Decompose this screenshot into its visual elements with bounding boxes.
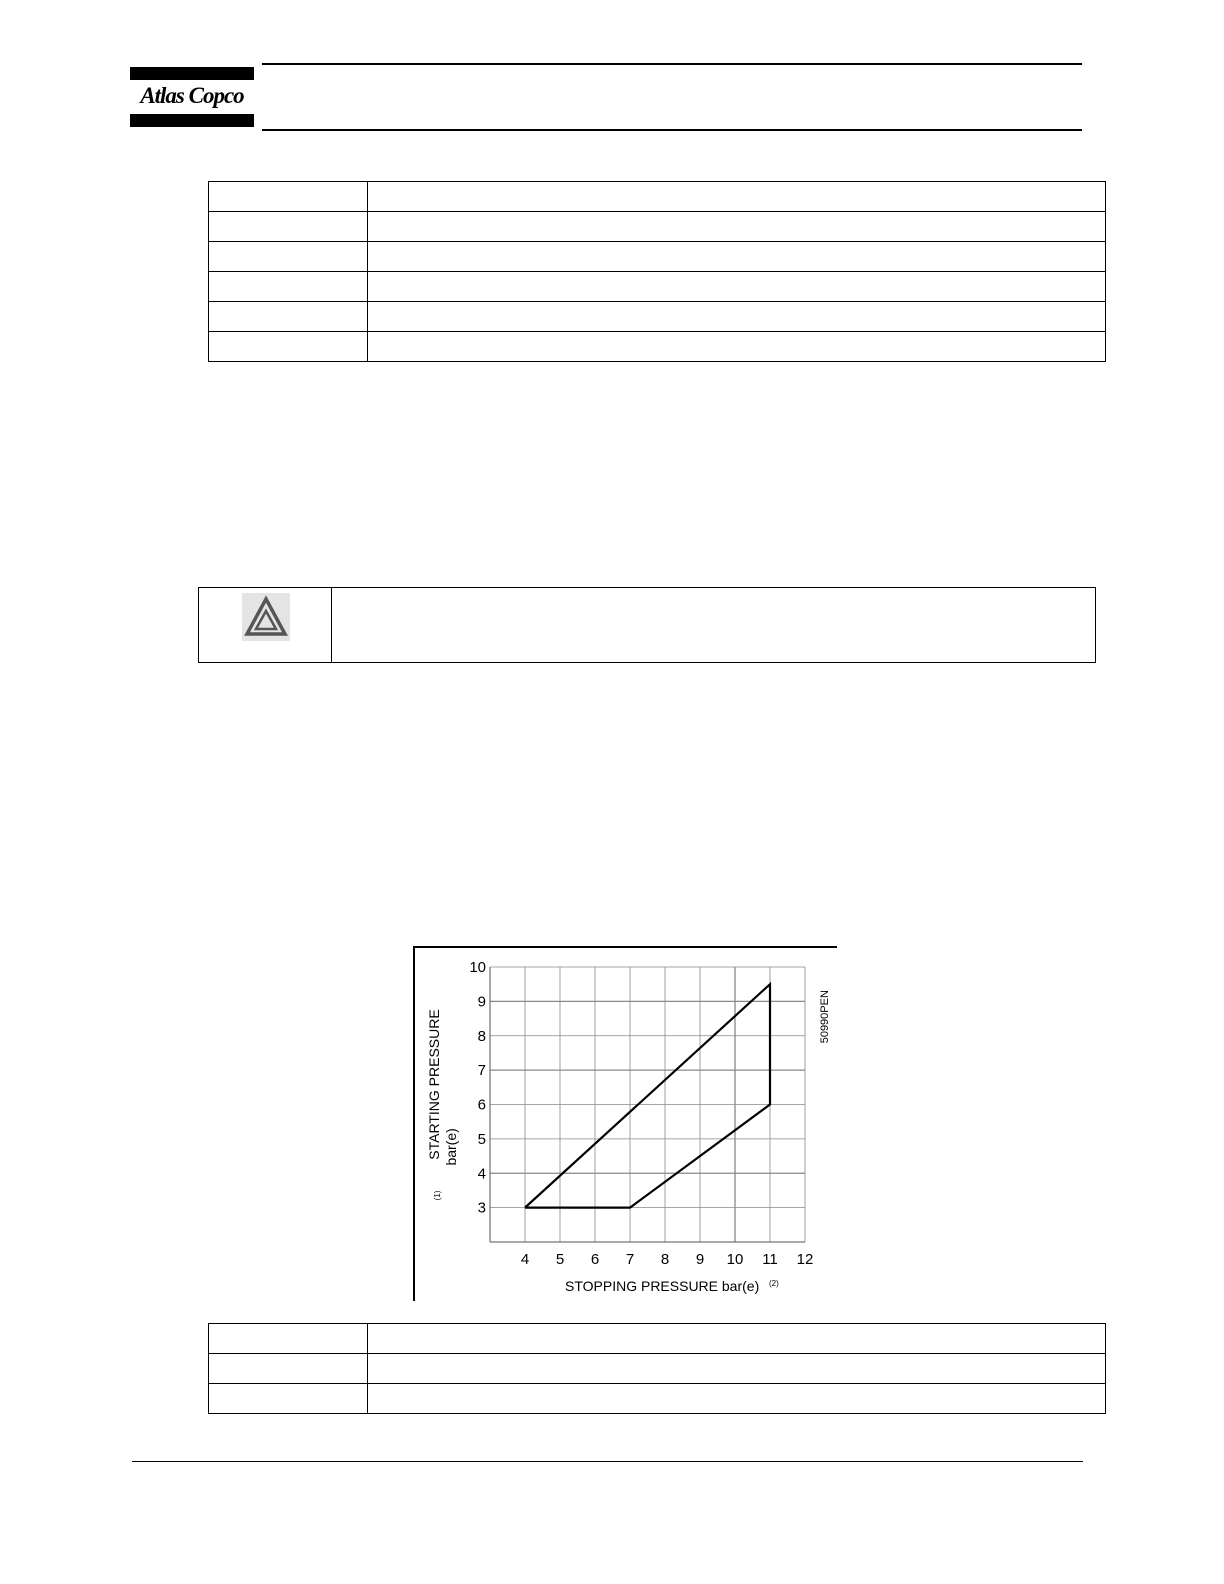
table-cell (368, 212, 1106, 242)
x-tick-label: 9 (695, 1251, 705, 1268)
table-cell (368, 1354, 1106, 1384)
table-cell (209, 212, 368, 242)
table-row (209, 332, 1106, 362)
table-cell (368, 242, 1106, 272)
y-axis-label: STARTING PRESSURE (426, 1009, 442, 1160)
x-tick-label: 5 (555, 1251, 565, 1268)
y-tick-label: 3 (477, 1199, 486, 1217)
warning-text (332, 588, 1095, 662)
table-row (209, 1354, 1106, 1384)
table-cell (209, 272, 368, 302)
y-tick-label: 6 (477, 1096, 486, 1114)
table-cell (209, 182, 368, 212)
logo-text: Atlas Copco (140, 83, 244, 108)
y-tick-label: 7 (477, 1062, 486, 1080)
x-axis-label-ref: (2) (769, 1279, 779, 1288)
y-axis-label-ref: (1) (433, 1190, 442, 1201)
x-tick-label: 4 (520, 1251, 530, 1268)
table-row (209, 212, 1106, 242)
header-rule-bottom (262, 129, 1082, 131)
table-cell (209, 332, 368, 362)
y-axis-label-unit: bar(e) (443, 1128, 459, 1166)
table-cell (209, 1324, 368, 1354)
warning-box (198, 587, 1096, 663)
table-cell (368, 272, 1106, 302)
table-row (209, 1324, 1106, 1354)
header-rule-top (262, 63, 1082, 65)
series-line (525, 984, 770, 1207)
table-row (209, 1384, 1106, 1414)
atlas-copco-logo (130, 67, 254, 127)
chart-svg (413, 946, 839, 1302)
table-cell (209, 242, 368, 272)
y-tick-label: 5 (477, 1130, 486, 1148)
y-tick-label: 8 (477, 1027, 486, 1045)
y-tick-label: 9 (477, 993, 486, 1011)
x-tick-label: 8 (660, 1251, 670, 1268)
figure-id: 50990PEN (819, 990, 831, 1044)
top-table (208, 181, 1106, 362)
table-row (209, 272, 1106, 302)
pressure-chart (413, 946, 839, 1302)
y-tick-label: 10 (469, 959, 486, 976)
footer-rule (132, 1461, 1083, 1462)
table-cell (209, 1354, 368, 1384)
table-cell (368, 1324, 1106, 1354)
warning-triangle-icon (242, 593, 290, 641)
table-cell (209, 302, 368, 332)
table-cell (368, 1384, 1106, 1414)
table-cell (368, 332, 1106, 362)
table-cell (209, 1384, 368, 1414)
table-row (209, 302, 1106, 332)
x-tick-label: 10 (726, 1251, 744, 1268)
table-cell (368, 182, 1106, 212)
x-tick-label: 12 (796, 1251, 814, 1268)
x-tick-label: 6 (590, 1251, 600, 1268)
warning-icon-cell (199, 588, 332, 662)
table-row (209, 242, 1106, 272)
logo-bar-top (130, 67, 254, 80)
logo-bar-bottom (130, 114, 254, 127)
x-tick-label: 7 (625, 1251, 635, 1268)
x-tick-label: 11 (762, 1251, 778, 1268)
x-axis-label: STOPPING PRESSURE bar(e) (565, 1278, 760, 1294)
table-cell (368, 302, 1106, 332)
table-row (209, 182, 1106, 212)
bottom-table (208, 1323, 1106, 1414)
y-tick-label: 4 (477, 1165, 486, 1183)
